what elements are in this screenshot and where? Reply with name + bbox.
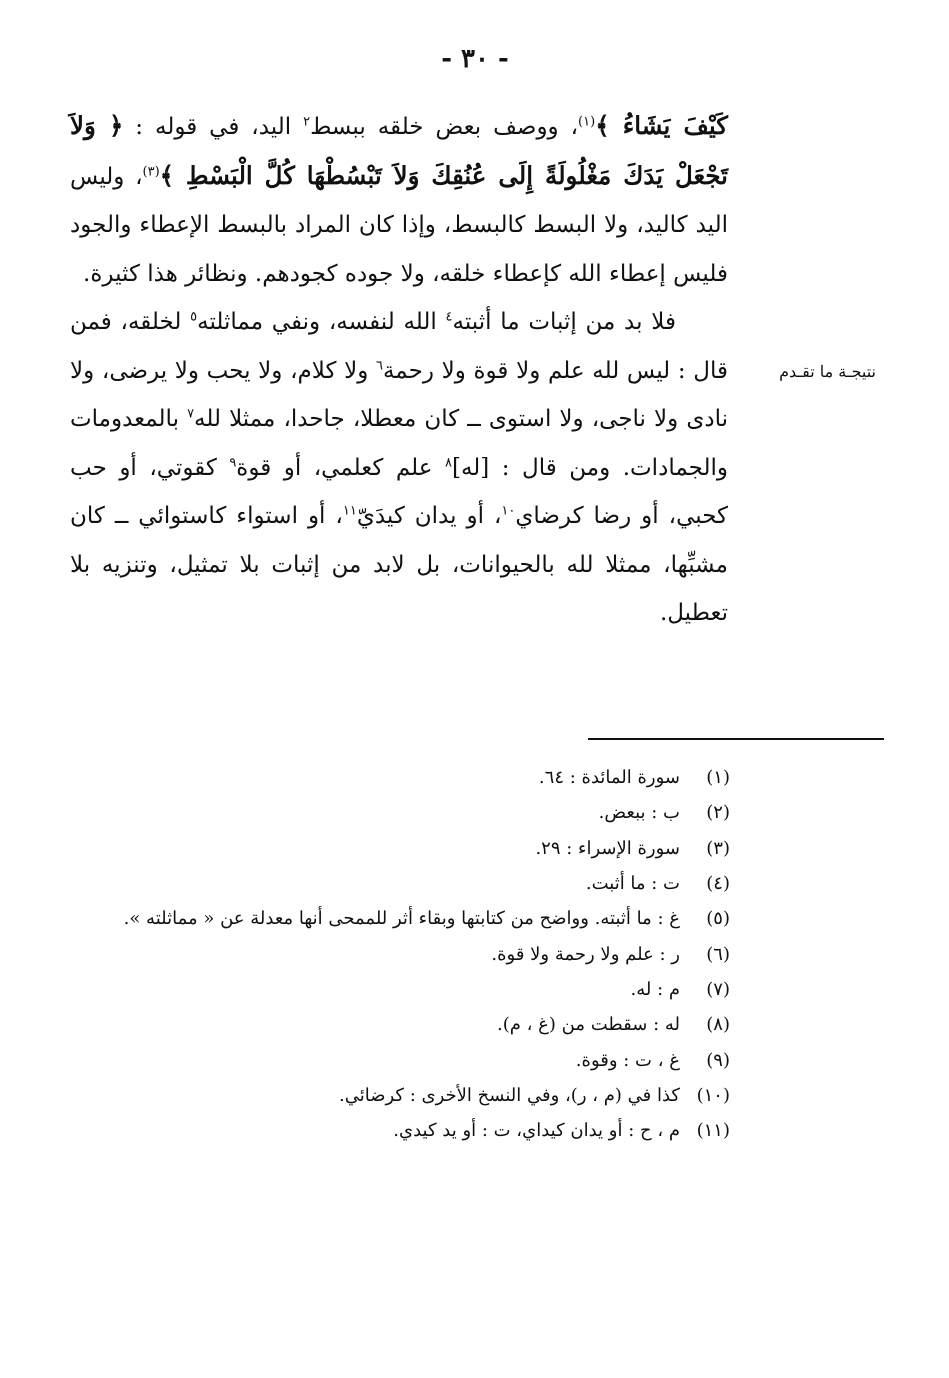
text-segment: علم كعلمي، أو قوة bbox=[236, 454, 445, 481]
footnote-number: (١٠) bbox=[696, 1084, 730, 1106]
footnote-ref: ١١ bbox=[342, 503, 357, 519]
footnote bbox=[123, 901, 730, 936]
footnote-separator bbox=[588, 738, 884, 740]
footnote bbox=[200, 972, 730, 1007]
footnote bbox=[200, 1007, 730, 1042]
text-segment: لخلقه، فمن قال : ليس لله علم ولا قوة ولا رحمة bbox=[70, 309, 728, 384]
quran-verse: ﴿ وَلاَ تَجْعَلْ يَدَكَ مَغْلُولَةً إِلَى عُنُقِكَ وَلاَ تَبْسُطْهَا كُلَّ الْبَسْطِ ﴾ bbox=[70, 111, 728, 190]
footnote-text: كذا في (م ، ر)، وفي النسخ الأخرى : كرضائي. bbox=[339, 1084, 680, 1106]
footnote bbox=[200, 1042, 730, 1077]
footnote-ref: (١) bbox=[578, 114, 596, 130]
paragraph bbox=[70, 102, 728, 298]
footnote-number: (٥) bbox=[706, 908, 730, 930]
footnote-text: ب : ببعض. bbox=[598, 802, 680, 824]
footnote-text: م : له. bbox=[630, 978, 680, 1000]
footnote-number: (٧) bbox=[706, 978, 730, 1000]
footnote-text: له : سقطت من (غ ، م). bbox=[497, 1014, 680, 1036]
footnote-text: ر : علم ولا رحمة ولا قوة. bbox=[491, 943, 680, 965]
footnote-number: (١١) bbox=[696, 1120, 730, 1142]
text-segment: ولا كلام، ولا يحب ولا يرضى، ولا نادى ولا ناجى، ولا استوى ــ كان معطلا، جاحدا، ممثلا لله bbox=[70, 357, 728, 432]
text-segment: بالمعدومات والجمادات. ومن قال : [له] bbox=[70, 406, 728, 481]
footnote bbox=[200, 1113, 730, 1148]
footnote-number: (٣) bbox=[706, 837, 730, 859]
footnote-number: (٤) bbox=[706, 873, 730, 895]
footnote-number: (٢) bbox=[706, 802, 730, 824]
footnote-text: غ ، ت : وقوة. bbox=[575, 1049, 680, 1071]
footnote bbox=[200, 1078, 730, 1113]
footnote-text: سورة الإسراء : ٢٩. bbox=[535, 837, 680, 859]
main-text bbox=[70, 102, 728, 638]
text-segment: ، أو استواء كاستوائي ــ كان مشبِّها، ممثلا لله بالحيوانات، بل لابد من إثبات بلا تمثيل، وتنزيه بلا تعطيل. bbox=[70, 503, 728, 626]
footnotes bbox=[123, 760, 730, 1148]
footnote-number: (٩) bbox=[706, 1049, 730, 1071]
footnote-number: (٨) bbox=[706, 1014, 730, 1036]
quran-verse: كَيْفَ يَشَاءُ ﴾ bbox=[595, 111, 728, 140]
footnote-number: (١) bbox=[706, 767, 730, 789]
footnote-text: سورة المائدة : ٦٤. bbox=[538, 767, 680, 789]
footnote-ref: ٤ bbox=[445, 309, 453, 325]
page-number: - ٣٠ - bbox=[441, 44, 509, 74]
footnote-text: م ، ح : أو يدان كيداي، ت : أو يد كيدي. bbox=[393, 1120, 680, 1142]
text-segment: اليد، في قوله : bbox=[123, 114, 304, 140]
footnote-ref: ٥ bbox=[190, 309, 198, 325]
footnote bbox=[200, 831, 730, 866]
footnote bbox=[200, 866, 730, 901]
footnote bbox=[200, 760, 730, 795]
footnote-number: (٦) bbox=[706, 943, 730, 965]
footnote-ref: ٧ bbox=[187, 406, 195, 422]
text-segment: كقوتي، أو حب كحبي، أو رضا كرضاي bbox=[70, 454, 728, 529]
paragraph bbox=[70, 298, 728, 638]
footnote-ref: ٩ bbox=[229, 454, 237, 470]
footnote-ref: ٦ bbox=[375, 357, 383, 373]
footnote-ref: ٢ bbox=[303, 114, 311, 130]
footnote-ref: ١٠ bbox=[501, 503, 516, 519]
text-segment: ، أو يدان كيدَيّ bbox=[356, 503, 502, 529]
margin-note: نتيجـة ما تقـدم bbox=[779, 362, 876, 381]
footnote bbox=[200, 936, 730, 971]
text-segment: ، وليس اليد كاليد، ولا البسط كالبسط، وإذا كان المراد بالبسط الإعطاء والجود فليس إعطاء الله كإعطاء خلقه، ولا جوده كجودهم. ونظائر هذا كثيرة. bbox=[70, 163, 728, 287]
text-segment: ، ووصف بعض خلقه ببسط bbox=[310, 114, 579, 140]
footnote-ref: ٨ bbox=[444, 454, 452, 470]
footnote-text: غ : ما أثبته. وواضح من كتابتها وبقاء أثر للممحى أنها معدلة عن « مماثلته ». bbox=[123, 908, 680, 930]
footnote-text: ت : ما أثبت. bbox=[585, 873, 680, 895]
footnote-ref: (٣) bbox=[142, 163, 160, 179]
footnote bbox=[200, 795, 730, 830]
text-segment: فلا بد من إثبات ما أثبته bbox=[452, 309, 676, 335]
text-segment: الله لنفسه، ونفي مماثلته bbox=[197, 309, 446, 335]
